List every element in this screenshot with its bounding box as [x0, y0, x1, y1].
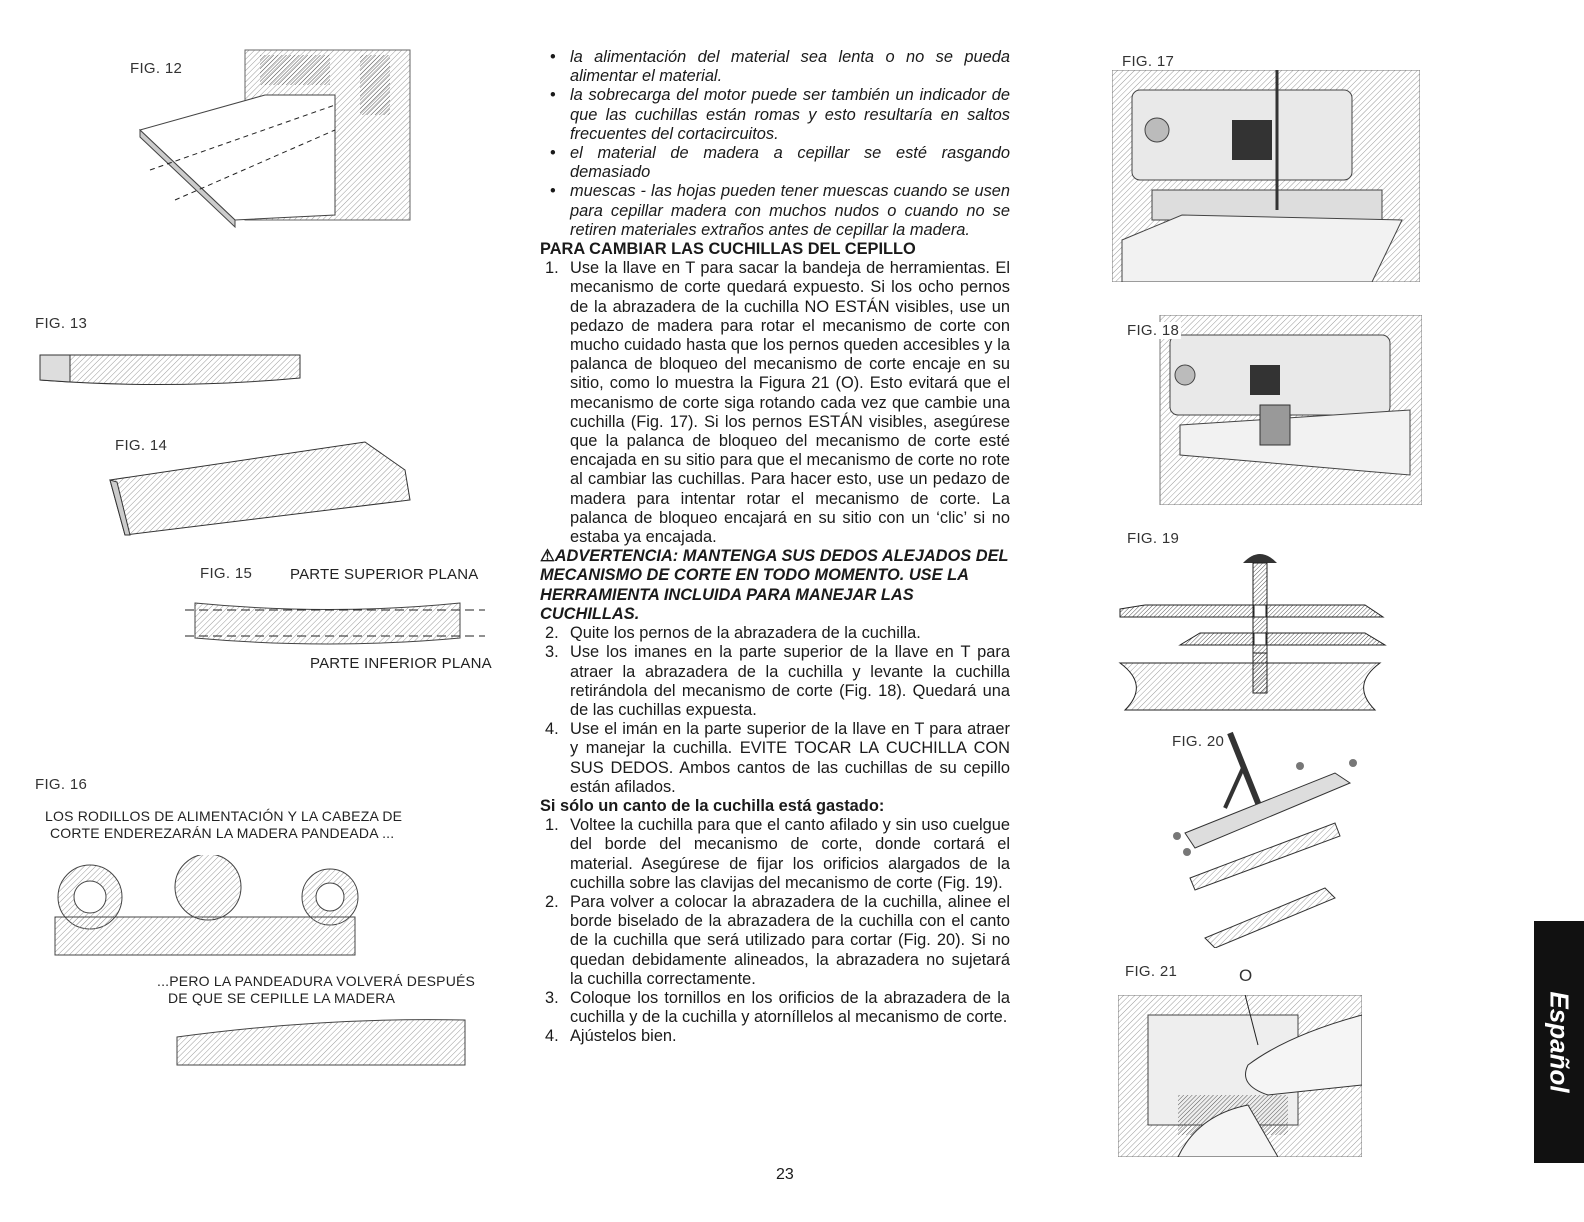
fig13-cupped-board-illustration [35, 350, 305, 388]
page-number: 23 [776, 1166, 794, 1183]
fig15-flattened-board-illustration [180, 598, 490, 650]
fig16-caption2-line2: DE QUE SE CEPILLE LA MADERA [168, 990, 396, 1006]
fig16-rollers-illustration [50, 855, 360, 960]
step-item [540, 989, 1010, 1027]
bullet-item: • el material de madera a cepillar se esté rasgando demasiado [540, 144, 1010, 182]
fig15-label: FIG. 15 [200, 565, 253, 582]
fig21-callout-o: O [1239, 966, 1253, 985]
fig19-blade-section-illustration [1115, 545, 1390, 715]
step-text: Use el imán en la parte superior de la llave en T para atraer y manejar la cuchilla. EVITE TOCAR LA CUCHILLA CON SUS DEDOS. Ambos cantos de las cuchillas de su cepillo están afilados. [570, 720, 1010, 796]
step-item [540, 643, 1010, 720]
fig21-lock-lever-illustration [1118, 995, 1362, 1157]
fig15-bottom-caption: PARTE INFERIOR PLANA [310, 655, 492, 672]
step-text: Use la llave en T para sacar la bandeja de herramientas. El mecanismo de corte quedará expuesto. Si los ocho pernos de la abrazadera de la cuchilla NO ESTÁN visibles, use un pedazo de madera para rotar el mecanismo de corte con mucho cuidado hasta que los pernos queden accesibles y la palanca de bloqueo del mecanismo de corte encaje en su sitio, como lo muestra la Figura 21 (O). Esto evitará que el mecanismo de corte siga rotando cada vez que cambie una cuchilla (Fig. 17). Si los pernos ESTÁN visibles, asegúrese que la palanca de bloqueo del mecanismo de corte esté encajada en su sitio para que el mecanismo de corte no rote al cambiar las cuchillas. Para hacer esto, use un pedazo de madera para intentar rotar el mecanismo de corte. La palanca de bloqueo encajará en su sitio con un ‘clic’ si no estaba ya encajada. [570, 259, 1010, 547]
fig14-label: FIG. 14 [115, 437, 168, 454]
step-item [540, 816, 1010, 893]
bullet-item: • la alimentación del material sea lenta o no se pueda alimentar el material. [540, 48, 1010, 86]
fig21-label: FIG. 21 [1125, 963, 1178, 980]
warning-icon: ⚠ [540, 547, 555, 566]
section-heading-change-blades: PARA CAMBIAR LAS CUCHILLAS DEL CEPILLO [540, 240, 916, 259]
fig13-label: FIG. 13 [35, 315, 88, 332]
fig18-label: FIG. 18 [1127, 322, 1180, 339]
warning-text: ADVERTENCIA: MANTENGA SUS DEDOS ALEJADOS DEL MECANISMO DE CORTE EN TODO MOMENTO. USE LA HERRAMIENTA INCLUIDA PARA MANEJAR LAS CUCHILLAS. [540, 547, 1009, 623]
fig12-label: FIG. 12 [130, 60, 183, 77]
step-item [540, 624, 1010, 643]
steps-list-a [540, 259, 1010, 547]
step-number: 3. [545, 988, 559, 1007]
fig15-top-caption: PARTE SUPERIOR PLANA [290, 566, 479, 583]
step-item [540, 1027, 1010, 1046]
step-item [540, 259, 1010, 547]
step-number: 4. [545, 720, 559, 739]
step-number: 1. [545, 259, 559, 278]
language-tab-label: Español [1544, 991, 1575, 1093]
step-text: Quite los pernos de la abrazadera de la cuchilla. [570, 624, 921, 643]
step-text: Ajústelos bien. [570, 1027, 677, 1046]
step-number: 2. [545, 624, 559, 643]
step-number: 1. [545, 816, 559, 835]
fig16-warped-result-illustration [175, 1015, 467, 1070]
fig17-label: FIG. 17 [1122, 53, 1175, 70]
step-text: Coloque los tornillos en los orificios de la abrazadera de la cuchilla y de la cuchilla y atorníllelos al mecanismo de corte. [570, 988, 1010, 1027]
steps-list-b [540, 624, 1010, 797]
steps-list-c [540, 816, 1010, 1046]
fig16-caption-line1: LOS RODILLOS DE ALIMENTACIÓN Y LA CABEZA DE [45, 808, 403, 824]
bullet-item: • la sobrecarga del motor puede ser también un indicador de que las cuchillas están romas y esto resultaría en saltos frecuentes del cortacircuitos. [540, 86, 1010, 144]
language-side-tab [1534, 921, 1584, 1163]
warning-block [540, 547, 1010, 624]
step-item [540, 720, 1010, 797]
fig16-caption-line2: CORTE ENDEREZARÁN LA MADERA PANDEADA ... [50, 825, 395, 841]
fig14-warped-board-illustration [105, 440, 415, 540]
step-text: Para volver a colocar la abrazadera de la cuchilla, alinee el borde biselado de la abrazadera de la cuchilla con el canto de la cuchilla que será utilizado para cortar (Fig. 20). Si no quedan debidamente alineados, la abrazadera no sujetará la cuchilla correctamente. [570, 892, 1010, 988]
fig16-caption2-line1: ...PERO LA PANDEADURA VOLVERÁ DESPUÉS [157, 973, 476, 989]
fig12-planer-table-illustration [135, 45, 415, 230]
fig20-label: FIG. 20 [1172, 733, 1225, 750]
step-text: Use los imanes en la parte superior de la llave en T para atraer la abrazadera de la cuchilla y levante la cuchilla retirándola del mecanismo de corte (Fig. 18). Quedará una de las cuchillas expuesta. [570, 643, 1010, 719]
bullet-list [540, 48, 1010, 240]
section-heading-one-edge-worn: Si sólo un canto de la cuchilla está gastado: [540, 796, 885, 815]
fig17-cutterhead-illustration [1112, 70, 1420, 282]
fig16-label: FIG. 16 [35, 776, 88, 793]
fig20-blade-assembly-illustration [1165, 728, 1365, 948]
fig18-blade-removal-illustration [1120, 315, 1422, 505]
step-number: 2. [545, 892, 559, 911]
step-text: Voltee la cuchilla para que el canto afilado y sin uso cuelgue del borde del mecanismo de corte, donde cortará el material. Asegúrese de fijar los orificios alargados de la cuchilla sobre las clavijas del mecanismo de corte (Fig. 19). [570, 816, 1010, 892]
step-number: 3. [545, 643, 559, 662]
step-number: 4. [545, 1027, 559, 1046]
fig19-label: FIG. 19 [1127, 530, 1180, 547]
bullet-item: • muescas - las hojas pueden tener muescas cuando se usen para cepillar madera con muchos nudos o cuando no se retiren materiales extraños antes de cepillar la madera. [540, 182, 1010, 240]
instructions-text-column [540, 48, 1010, 1047]
step-item [540, 893, 1010, 989]
